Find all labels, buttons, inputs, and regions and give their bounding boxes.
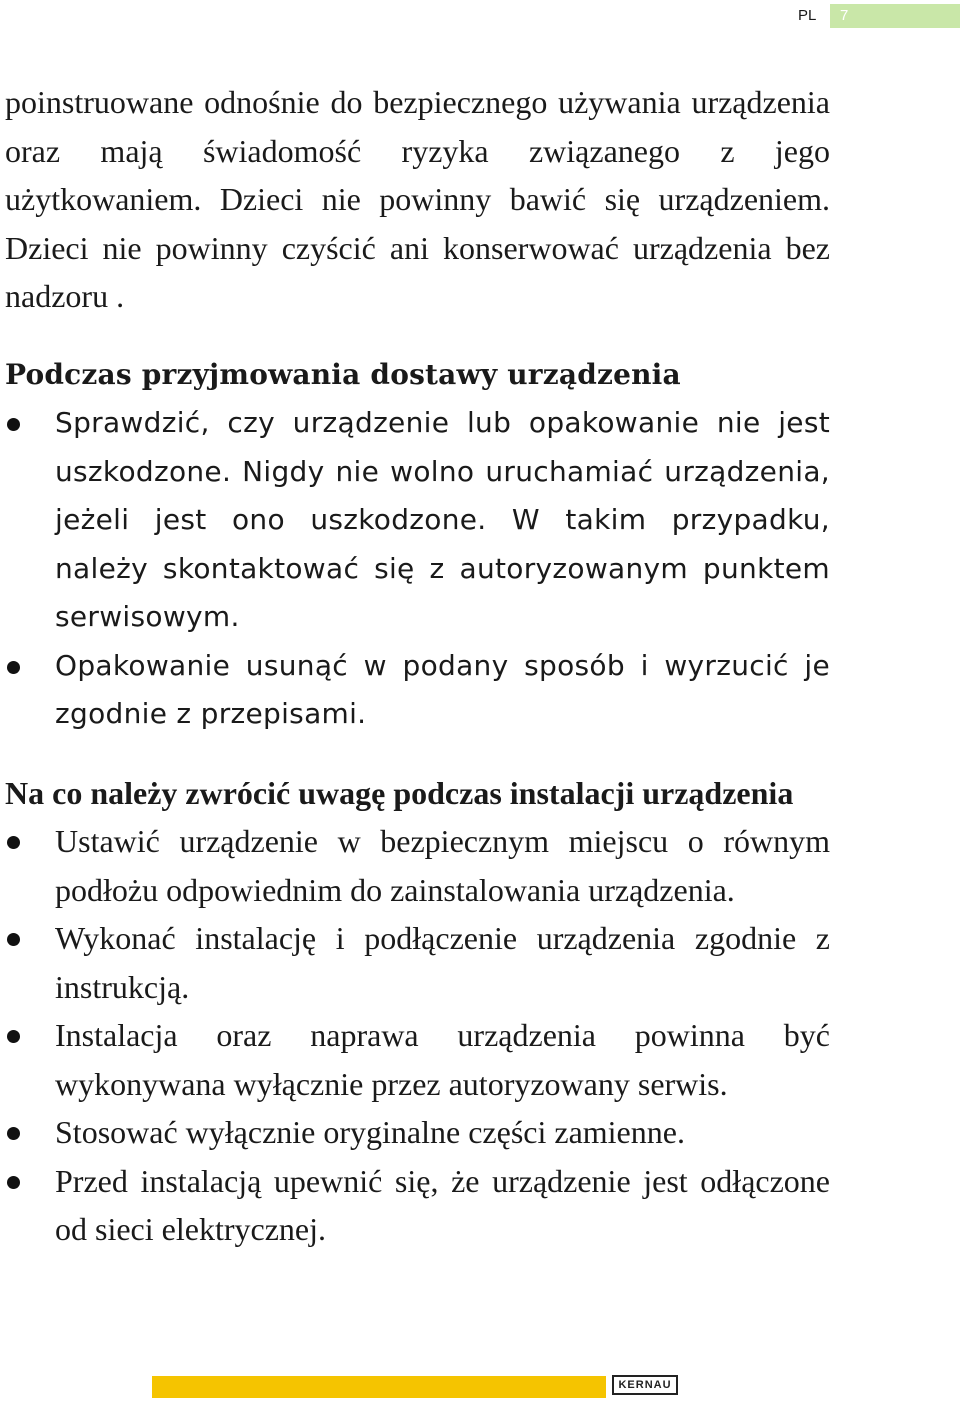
page-number: 7 <box>840 7 849 24</box>
intro-paragraph: poinstruowane odnośnie do bezpiecznego używania urządzenia oraz mają świadomość ryzyka związanego z jego użytkowaniem. Dzieci nie powinny bawić się urządzeniem. Dzieci nie powinny czyścić ani konserwować urządzenia bez nadzoru . <box>5 84 830 314</box>
list-item: Stosować wyłącznie oryginalne części zamienne. <box>5 1108 830 1157</box>
section-heading-installation: Na co należy zwrócić uwagę podczas instalacji urządzenia <box>5 774 794 811</box>
bullet-icon <box>7 661 20 674</box>
list-item: Sprawdzić, czy urządzenie lub opakowanie nie jest uszkodzone. Nigdy nie wolno uruchamiać urządzenia, jeżeli jest ono uszkodzone. W takim przypadku, należy skontaktować się z autoryzowanym punktem serwisowym. <box>5 399 830 642</box>
language-label: PL <box>798 7 817 24</box>
document-body <box>5 78 830 1284</box>
list-item: Przed instalacją upewnić się, że urządzenie jest odłączone od sieci elektrycznej. <box>5 1157 830 1254</box>
delivery-list <box>5 399 830 739</box>
page-header <box>790 4 960 28</box>
footer-accent-bar <box>152 1376 606 1398</box>
section-heading-delivery: Podczas przyjmowania dostawy urządzenia <box>5 357 681 391</box>
list-item: Ustawić urządzenie w bezpiecznym miejscu o równym podłożu odpowiednim do zainstalowania urządzenia. <box>5 817 830 914</box>
list-item: Wykonać instalację i podłączenie urządzenia zgodnie z instrukcją. <box>5 914 830 1011</box>
installation-list <box>5 817 830 1254</box>
bullet-icon <box>7 1127 20 1140</box>
bullet-icon <box>7 418 20 431</box>
list-item: Instalacja oraz naprawa urządzenia powinna być wykonywana wyłącznie przez autoryzowany serwis. <box>5 1011 830 1108</box>
bullet-icon <box>7 836 20 849</box>
bullet-icon <box>7 1030 20 1043</box>
bullet-icon <box>7 933 20 946</box>
page-number-tab <box>830 4 960 28</box>
brand-logo: KERNAU <box>612 1375 678 1395</box>
bullet-icon <box>7 1176 20 1189</box>
list-item: Opakowanie usunąć w podany sposób i wyrzucić je zgodnie z przepisami. <box>5 642 830 739</box>
